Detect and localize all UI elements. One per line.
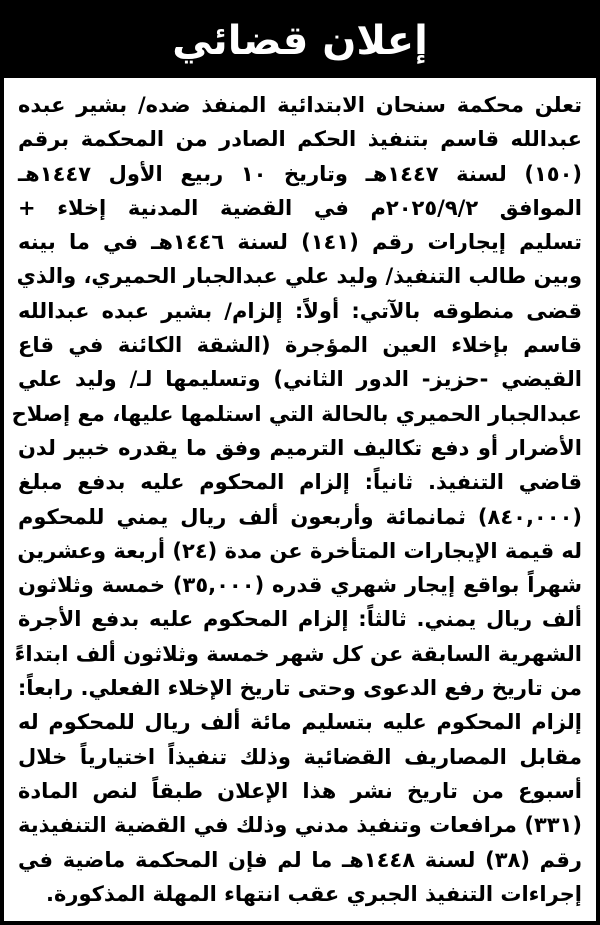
notice-line: من تاريخ رفع الدعوى وحتى تاريخ الإخلاء الفعلي. رابعاً: [17,676,582,701]
notice-body [11,88,582,911]
notice-line: عبدالجبار الحميري بالحالة التي استلمها عليها، مع إصلاح [11,401,582,426]
notice-line: الأضرار أو دفع تكاليف الترميم وفق ما يقدره خبير لدن [18,435,582,460]
notice-line: قضى منطوقه بالآتي: أولاً: إلزام/ بشير عبده عبدالله [18,298,582,323]
notice-line: شهراً بواقع إيجار شهري قدره (٣٥,٠٠٠) خمسة وثلاثون [18,573,582,598]
notice-line: تسليم إيجارات رقم (١٤١) لسنة ١٤٤٦هـ في ما بينه [18,230,582,255]
notice-line: (١٥٠) لسنة ١٤٤٧هـ وتاريخ ١٠ ربيع الأول ١٤٤٧هـ [18,161,582,186]
notice-line: الشهرية السابقة عن كل شهر خمسة وثلاثون ألف ابتداءً [14,641,582,666]
notice-line: قاسم بإخلاء العين المؤجرة (الشقة الكائنة في قاع [18,333,582,358]
notice-line: قاضي التنفيذ. ثانياً: إلزام المحكوم عليه بدفع مبلغ [18,470,582,495]
notice-header [4,4,596,78]
notice-line: تعلن محكمة سنحان الابتدائية المنفذ ضده/ بشير عبده [18,93,582,117]
notice-line: ألف ريال يمني. ثالثاً: إلزام المحكوم عليه بدفع الأجرة [18,607,582,632]
notice-line: إجراءات التنفيذ الجبري عقب انتهاء المهلة المذكورة. [46,881,582,906]
notice-line: رقم (٣٨) لسنة ١٤٤٨هـ ما لم فإن المحكمة ماضية في [18,847,582,872]
notice-line: عبدالله قاسم بتنفيذ الحكم الصادر من المحكمة برقم [18,127,582,152]
notice-line: مقابل المصاريف القضائية وذلك تنفيذاً اختيارياً خلال [18,744,582,769]
notice-line: له قيمة الإيجارات المتأخرة عن مدة (٢٤) أربعة وعشرين [17,538,582,563]
notice-line: القيضي -حزيز- الدور الثاني) وتسليمها لـ/ وليد علي [18,367,582,392]
notice-line: الموافق ٢٠٢٥/٩/٢م في القضية المدنية إخلاء + [18,195,582,220]
notice-line: (٣٣١) مرافعات وتنفيذ مدني وذلك في القضية التنفيذية [18,813,582,838]
notice-line: أسبوع من تاريخ نشر هذا الإعلان طبقاً لنص المادة [18,778,582,803]
notice-title: إعلان قضائي [172,18,428,64]
notice-line: (٨٤٠,٠٠٠) ثمانمائة وأربعون ألف ريال يمني للمحكوم [18,504,582,529]
notice-line: إلزام المحكوم عليه بتسليم مائة ألف ريال للمحكوم له [18,710,582,735]
notice-line: وبين طالب التنفيذ/ وليد علي عبدالجبار الحميري، والذي [16,264,582,289]
